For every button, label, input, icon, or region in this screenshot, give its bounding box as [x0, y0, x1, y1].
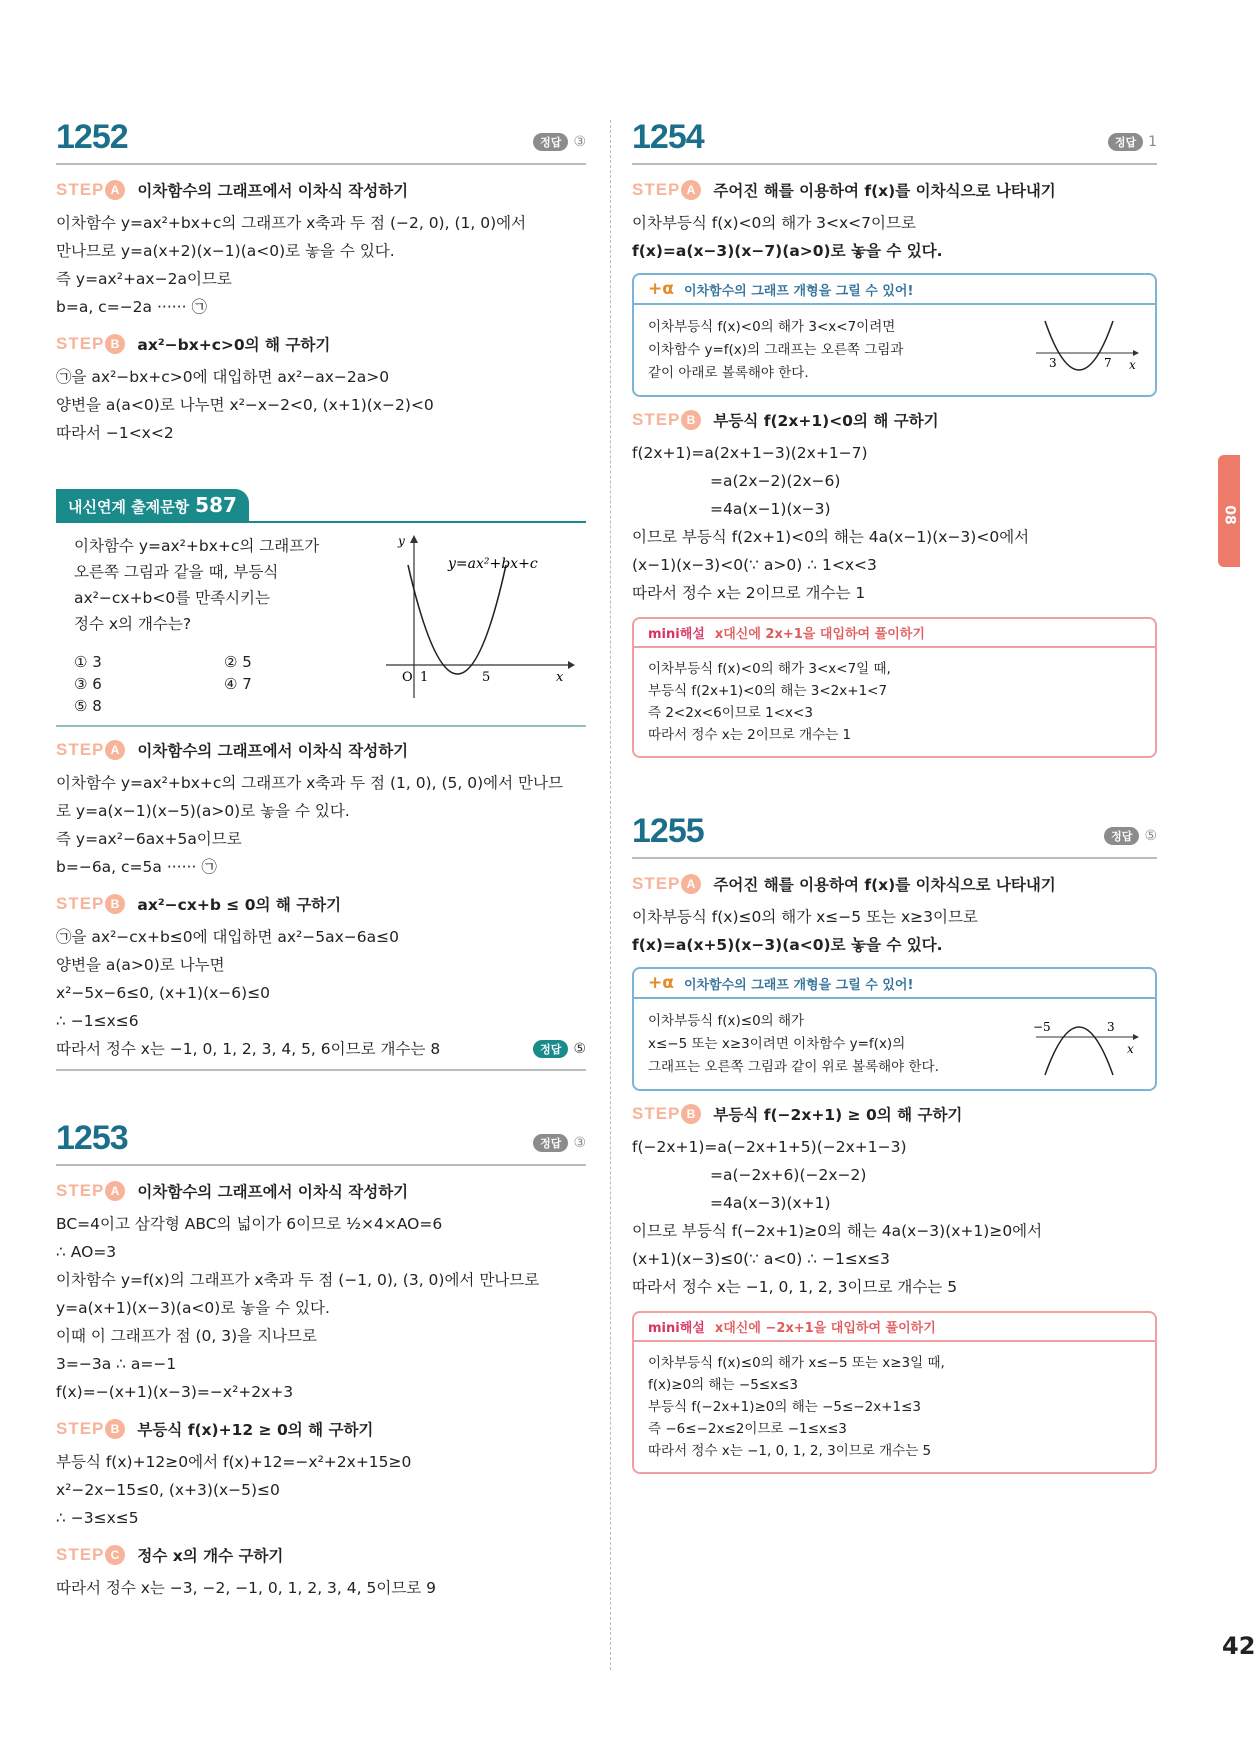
text-line: f(−2x+1)=a(−2x+1+5)(−2x+1−3) [632, 1138, 907, 1156]
tip-box-header [634, 275, 1155, 305]
step-title: 이차함수의 그래프에서 이차식 작성하기 [137, 1183, 409, 1201]
tip-box [632, 967, 1157, 1091]
mini-line: 즉 2<2x<6이므로 1<x<3 [648, 705, 813, 721]
problem-1252-header [56, 118, 586, 165]
mini-line: 이차부등식 f(x)<0의 해가 3<x<7일 때, [648, 661, 891, 677]
graph-label-origin: O [402, 670, 413, 685]
text-line: 로 y=a(x−1)(x−5)(a>0)로 놓을 수 있다. [56, 802, 350, 820]
text-line: =4a(x−3)(x+1) [710, 1194, 831, 1212]
mini-line: 즉 −6≤−2x≤2이므로 −1≤x≤3 [648, 1421, 847, 1437]
step-a [56, 1180, 586, 1202]
step-b-tag: STEP B [632, 1104, 701, 1124]
text-line: 따라서 정수 x는 −1, 0, 1, 2, 3, 4, 5, 6이므로 개수는 8 [56, 1040, 441, 1058]
linked-problem-header [56, 489, 586, 523]
page-number: 42 [1222, 1632, 1255, 1660]
upward-parabola-graph [1031, 315, 1141, 385]
step-b-tag: STEP B [56, 334, 125, 354]
text-line: f(x)=a(x+5)(x−3)(a<0)로 놓을 수 있다. [632, 936, 943, 954]
downward-parabola-graph [1031, 1009, 1141, 1079]
tip-title: 이차함수의 그래프 개형을 그릴 수 있어! [683, 283, 914, 299]
step-b [632, 1103, 1157, 1125]
text-line: =a(2x−2)(2x−6) [710, 472, 841, 490]
step-title: ax²−bx+c>0의 해 구하기 [137, 336, 331, 354]
chapter-tab-label: 08 [1221, 505, 1238, 525]
step-b-tag: STEP B [56, 1419, 125, 1439]
step-b [632, 409, 1157, 431]
mini-solution-body [634, 648, 1155, 756]
problem-1253-header [56, 1119, 586, 1166]
choice-5: ⑤ 8 [74, 697, 102, 715]
text-line: (x+1)(x−3)≤0(∵ a<0) ∴ −1≤x≤3 [632, 1250, 890, 1268]
right-column [632, 118, 1157, 1474]
text-line: y=a(x+1)(x−3)(a<0)로 놓을 수 있다. [56, 1299, 330, 1317]
step-a [632, 873, 1157, 895]
linked-problem-tag: 내신연계 출제문항 587 [56, 489, 249, 521]
text-line: f(2x+1)=a(2x+1−3)(2x+1−7) [632, 444, 868, 462]
graph-label-minus5: −5 [1033, 1020, 1051, 1034]
question-line: 오른쪽 그림과 같을 때, 부등식 [74, 563, 279, 581]
text-line: 양변을 a(a<0)로 나누면 x²−x−2<0, (x+1)(x−2)<0 [56, 396, 434, 414]
step-a [56, 179, 586, 201]
mini-solution-box [632, 617, 1157, 758]
text-line: f(x)=−(x+1)(x−3)=−x²+2x+3 [56, 1383, 294, 1401]
choices [74, 653, 374, 715]
step-a [632, 179, 1157, 201]
step-c [56, 1544, 586, 1566]
text-line: 만나므로 y=a(x+2)(x−1)(a<0)로 놓을 수 있다. [56, 242, 395, 260]
text-line: x²−2x−15≤0, (x+3)(x−5)≤0 [56, 1481, 280, 1499]
final-answer-row [56, 1035, 586, 1071]
text-line: 이차함수 y=f(x)의 그래프가 x축과 두 점 (−1, 0), (3, 0)에서 만나므로 [56, 1271, 540, 1289]
graph-label-7: 7 [1104, 356, 1112, 370]
step-a-tag: STEP A [56, 1181, 125, 1201]
graph-label-1: 1 [420, 670, 429, 685]
graph-label-y: y [398, 534, 405, 548]
column-separator [610, 120, 611, 1670]
text-line: ∴ −3≤x≤5 [56, 1509, 139, 1527]
text-line: 이므로 부등식 f(−2x+1)≥0의 해는 4a(x−3)(x+1)≥0에서 [632, 1222, 1043, 1240]
step-b-tag: STEP B [632, 410, 701, 430]
step-c-tag: STEP C [56, 1545, 125, 1565]
tip-box-body [634, 999, 1155, 1089]
text-line: 즉 y=ax²+ax−2a이므로 [56, 270, 232, 288]
step-a [56, 739, 586, 761]
mini-solution-body [634, 1342, 1155, 1472]
mini-label: mini해설 [648, 1321, 705, 1336]
graph-label-x: x [556, 670, 564, 685]
tip-line: 이차함수 y=f(x)의 그래프는 오른쪽 그림과 [648, 341, 904, 358]
answer-badge: 정답 [1108, 133, 1143, 151]
step-a-tag: STEP A [632, 874, 701, 894]
answer-value: ⑤ [573, 1041, 586, 1057]
step-title: ax²−cx+b ≤ 0의 해 구하기 [137, 896, 342, 914]
answer [1108, 133, 1157, 151]
plus-alpha-icon: +α [648, 973, 674, 993]
graph-label-5: 5 [482, 670, 491, 685]
answer-badge: 정답 [1104, 827, 1139, 845]
text-line: ㉠을 ax²−cx+b≤0에 대입하면 ax²−5ax−6a≤0 [56, 928, 399, 946]
text-line: 따라서 정수 x는 −3, −2, −1, 0, 1, 2, 3, 4, 5이므로 9 [56, 1579, 437, 1597]
tip-box-header [634, 969, 1155, 999]
mini-solution-header [634, 1313, 1155, 1342]
problem-number: 1255 [632, 812, 704, 850]
linked-problem-587 [56, 489, 586, 1071]
text-line: 즉 y=ax²−6ax+5a이므로 [56, 830, 242, 848]
step-a-tag: STEP A [632, 180, 701, 200]
problem-1254-header [632, 118, 1157, 165]
problem-number: 1253 [56, 1119, 128, 1157]
mini-line: 이차부등식 f(x)≤0의 해가 x≤−5 또는 x≥3일 때, [648, 1355, 945, 1371]
graph-label-function: y=ax²+bx+c [448, 556, 538, 572]
mini-solution-box [632, 1311, 1157, 1474]
graph-label-3: 3 [1049, 356, 1057, 370]
parabola-graph [376, 533, 576, 703]
step-title: 이차함수의 그래프에서 이차식 작성하기 [137, 182, 409, 200]
mini-line: f(x)≥0의 해는 −5≤x≤3 [648, 1377, 798, 1393]
step-b [56, 893, 586, 915]
mini-line: 따라서 정수 x는 −1, 0, 1, 2, 3이므로 개수는 5 [648, 1443, 932, 1459]
answer-value: ③ [573, 1135, 586, 1151]
answer-value: ⑤ [1144, 828, 1157, 844]
text-line: b=−6a, c=5a ······ ㉠ [56, 858, 217, 876]
graph-label-x: x [1129, 358, 1136, 372]
step-title: 정수 x의 개수 구하기 [137, 1547, 284, 1565]
question-line: ax²−cx+b<0를 만족시키는 [74, 589, 271, 607]
step-a-tag: STEP A [56, 180, 125, 200]
step-a-tag: STEP A [56, 740, 125, 760]
tip-line: 이차부등식 f(x)≤0의 해가 [648, 1012, 805, 1029]
mini-line: 부등식 f(2x+1)<0의 해는 3<2x+1<7 [648, 683, 888, 699]
answer-value: ③ [573, 134, 586, 150]
tip-line: 그래프는 오른쪽 그림과 같이 위로 볼록해야 한다. [648, 1058, 939, 1075]
text-line: x²−5x−6≤0, (x+1)(x−6)≤0 [56, 984, 271, 1002]
mini-title: x대신에 2x+1을 대입하여 풀이하기 [714, 627, 925, 642]
step-b [56, 333, 586, 355]
tip-line: 같이 아래로 볼록해야 한다. [648, 364, 809, 381]
step-b-tag: STEP B [56, 894, 125, 914]
answer-value: 1 [1148, 134, 1157, 150]
choice-1: ① 3 [74, 653, 102, 671]
answer [1104, 827, 1157, 845]
step-title: 이차함수의 그래프에서 이차식 작성하기 [137, 742, 409, 760]
text-line: 이때 이 그래프가 점 (0, 3)을 지나므로 [56, 1327, 317, 1345]
answer-badge: 정답 [533, 133, 568, 151]
problem-number: 1254 [632, 118, 704, 156]
text-line: ㉠을 ax²−bx+c>0에 대입하면 ax²−ax−2a>0 [56, 368, 390, 386]
left-column [56, 118, 586, 1602]
text-line: =a(−2x+6)(−2x−2) [710, 1166, 867, 1184]
question-line: 이차함수 y=ax²+bx+c의 그래프가 [74, 537, 320, 555]
answer [533, 1040, 586, 1058]
problem-1255-header [632, 812, 1157, 859]
text-line: 따라서 −1<x<2 [56, 424, 174, 442]
graph-label-x: x [1127, 1042, 1134, 1056]
step-title: 부등식 f(−2x+1) ≥ 0의 해 구하기 [713, 1106, 963, 1124]
choice-2: ② 5 [224, 653, 252, 671]
step-title: 주어진 해를 이용하여 f(x)를 이차식으로 나타내기 [713, 876, 1056, 894]
question-line: 정수 x의 개수는? [74, 615, 192, 633]
text-line: 따라서 정수 x는 2이므로 개수는 1 [632, 584, 866, 602]
text-line: =4a(x−1)(x−3) [710, 500, 831, 518]
answer-badge: 정답 [533, 1040, 568, 1058]
choice-4: ④ 7 [224, 675, 252, 693]
mini-line: 부등식 f(−2x+1)≥0의 해는 −5≤−2x+1≤3 [648, 1399, 922, 1415]
text-line: f(x)=a(x−3)(x−7)(a>0)로 놓을 수 있다. [632, 242, 943, 260]
text-line: 부등식 f(x)+12≥0에서 f(x)+12=−x²+2x+15≥0 [56, 1453, 412, 1471]
text-line: 이므로 부등식 f(2x+1)<0의 해는 4a(x−1)(x−3)<0에서 [632, 528, 1030, 546]
answer [533, 1134, 586, 1152]
tip-line: 이차부등식 f(x)<0의 해가 3<x<7이려면 [648, 318, 896, 335]
graph-label-3: 3 [1107, 1020, 1115, 1034]
text-line: b=a, c=−2a ······ ㉠ [56, 298, 207, 316]
text-line: 이차부등식 f(x)<0의 해가 3<x<7이므로 [632, 214, 916, 232]
answer-badge: 정답 [533, 1134, 568, 1152]
mini-label: mini해설 [648, 627, 705, 642]
text-line: 3=−3a ∴ a=−1 [56, 1355, 177, 1373]
tip-line: x≤−5 또는 x≥3이려면 이차함수 y=f(x)의 [648, 1035, 906, 1052]
text-line: 이차함수 y=ax²+bx+c의 그래프가 x축과 두 점 (−2, 0), (1, 0)에서 [56, 214, 527, 232]
text-line: 양변을 a(a>0)로 나누면 [56, 956, 225, 974]
tip-box-body [634, 305, 1155, 395]
tip-box [632, 273, 1157, 397]
text-line: (x−1)(x−3)<0(∵ a>0) ∴ 1<x<3 [632, 556, 877, 574]
step-b [56, 1418, 586, 1440]
text-line: 이차부등식 f(x)≤0의 해가 x≤−5 또는 x≥3이므로 [632, 908, 978, 926]
linked-problem-body [56, 523, 586, 727]
problem-number: 1252 [56, 118, 128, 156]
text-line: 이차함수 y=ax²+bx+c의 그래프가 x축과 두 점 (1, 0), (5, 0)에서 만나므 [56, 774, 563, 792]
step-title: 부등식 f(2x+1)<0의 해 구하기 [713, 412, 939, 430]
step-title: 주어진 해를 이용하여 f(x)를 이차식으로 나타내기 [713, 182, 1056, 200]
choice-3: ③ 6 [74, 675, 102, 693]
mini-line: 따라서 정수 x는 2이므로 개수는 1 [648, 727, 852, 743]
text-line: ∴ AO=3 [56, 1243, 117, 1261]
text-line: BC=4이고 삼각형 ABC의 넓이가 6이므로 ½×4×AO=6 [56, 1215, 443, 1233]
tip-title: 이차함수의 그래프 개형을 그릴 수 있어! [683, 977, 914, 993]
plus-alpha-icon: +α [648, 279, 674, 299]
mini-title: x대신에 −2x+1을 대입하여 풀이하기 [714, 1321, 936, 1336]
mini-solution-header [634, 619, 1155, 648]
text-line: 따라서 정수 x는 −1, 0, 1, 2, 3이므로 개수는 5 [632, 1278, 958, 1296]
text-line: ∴ −1≤x≤6 [56, 1012, 139, 1030]
chapter-tab [1218, 455, 1240, 567]
step-title: 부등식 f(x)+12 ≥ 0의 해 구하기 [137, 1421, 374, 1439]
answer [533, 133, 586, 151]
